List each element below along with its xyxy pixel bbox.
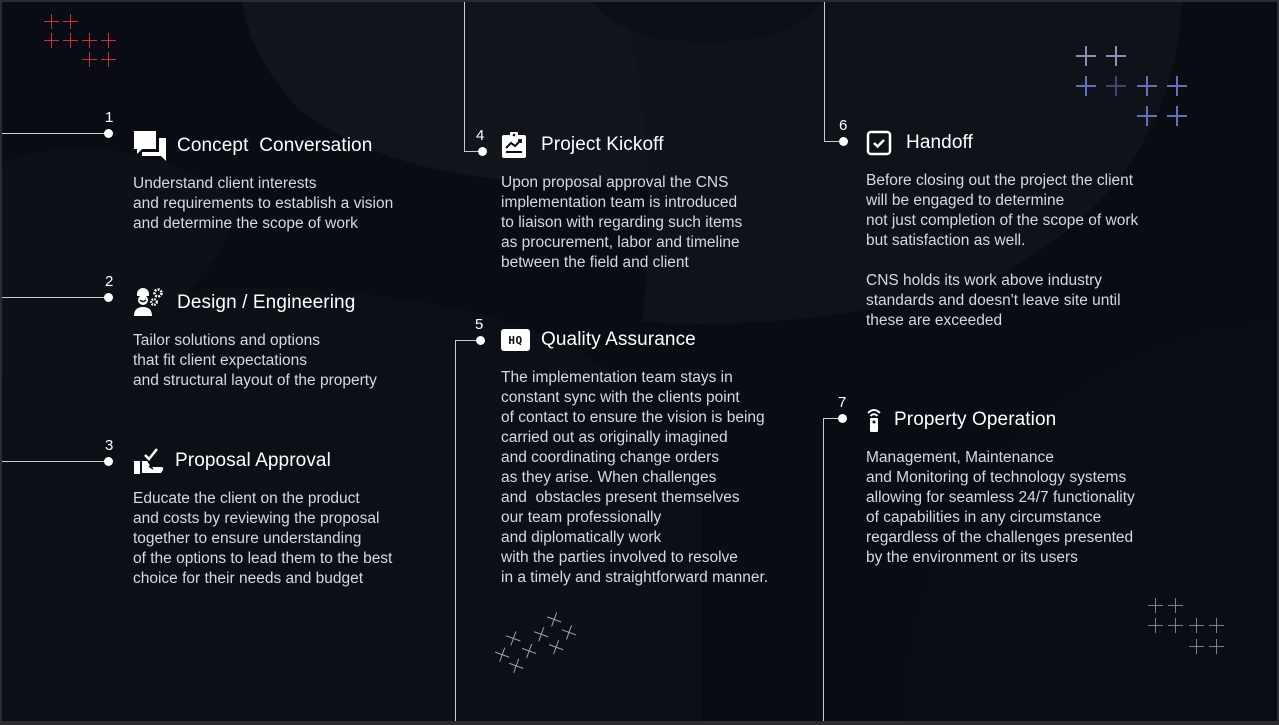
- engineer-gears-icon: [133, 287, 177, 319]
- description-line: not just completion of the scope of work: [866, 212, 1139, 229]
- timeline-dot-3: [104, 457, 113, 466]
- description-line: but satisfaction as well.: [866, 232, 1026, 249]
- step-title: Project Kickoff: [541, 134, 664, 155]
- description-line: of the options to lead them to the best: [133, 550, 393, 567]
- description-line: that fit client expectations: [133, 352, 308, 369]
- description-line: Tailor solutions and options: [133, 332, 320, 349]
- description-line: Management, Maintenance: [866, 449, 1054, 466]
- description-line: Understand client interests: [133, 175, 317, 192]
- description-line: these are exceeded: [866, 312, 1003, 329]
- connector-line-2: [2, 297, 106, 298]
- description-line: between the field and client: [501, 254, 689, 271]
- description-line: by the environment or its users: [866, 549, 1078, 566]
- timeline-dot-4: [478, 147, 487, 156]
- description-line: of contact to ensure the vision is being: [501, 409, 765, 426]
- checkbox-checked-icon: [866, 127, 906, 159]
- step-title: Handoff: [906, 132, 973, 153]
- description-line: The implementation team stays in: [501, 369, 733, 386]
- step-project-kickoff: [501, 129, 742, 273]
- connector-line-4-vertical: [464, 2, 465, 152]
- description-line: implementation team is introduced: [501, 194, 738, 211]
- connector-line-5-vertical: [455, 340, 456, 721]
- process-timeline-slide: [2, 2, 1277, 721]
- description-line: constant sync with the clients point: [501, 389, 740, 406]
- step-description: [501, 173, 742, 273]
- step-description: [866, 171, 1138, 331]
- description-line: and requirements to establish a vision: [133, 195, 394, 212]
- connector-line-5-horizontal: [455, 340, 477, 341]
- step-description: [501, 368, 768, 588]
- step-number-2: 2: [105, 273, 114, 290]
- description-line: and obstacles present themselves: [501, 489, 740, 506]
- timeline-dot-6: [839, 137, 848, 146]
- description-line: of capabilities in any circumstance: [866, 509, 1102, 526]
- description-line: regardless of the challenges presented: [866, 529, 1134, 546]
- step-description: [866, 448, 1135, 568]
- clipboard-chart-icon: [501, 129, 541, 161]
- step-title: Quality Assurance: [541, 329, 696, 350]
- description-line: Upon proposal approval the CNS: [501, 174, 729, 191]
- description-line: together to ensure understanding: [133, 530, 362, 547]
- step-description: [133, 331, 377, 391]
- step-number-3: 3: [105, 437, 114, 454]
- description-line: and costs by reviewing the proposal: [133, 510, 380, 527]
- description-line: CNS holds its work above industry: [866, 272, 1103, 289]
- description-line: as procurement, labor and timeline: [501, 234, 740, 251]
- description-line: and coordinating change orders: [501, 449, 720, 466]
- step-number-4: 4: [476, 127, 485, 144]
- connector-line-7-vertical: [823, 418, 824, 721]
- description-line: Before closing out the project the client: [866, 172, 1134, 189]
- description-line: will be engaged to determine: [866, 192, 1065, 209]
- chat-bubbles-icon: [133, 130, 177, 162]
- step-concept-conversation: [133, 130, 393, 234]
- description-line: and diplomatically work: [501, 529, 662, 546]
- timeline-dot-1: [104, 129, 113, 138]
- step-number-5: 5: [475, 316, 484, 333]
- hq-badge-text: HQ: [501, 329, 530, 351]
- hq-badge-icon: [501, 324, 541, 356]
- hand-checkmark-icon: [133, 445, 175, 477]
- step-design-engineering: [133, 287, 377, 391]
- connector-line-3: [2, 461, 106, 462]
- step-property-operation: [866, 404, 1135, 568]
- connector-line-7-horizontal: [823, 418, 839, 419]
- step-title: Design / Engineering: [177, 292, 356, 313]
- step-title: Property Operation: [894, 409, 1057, 430]
- timeline-dot-7: [838, 414, 847, 423]
- description-line: our team professionally: [501, 509, 662, 526]
- step-title: Proposal Approval: [175, 450, 331, 471]
- connector-line-6-vertical: [824, 2, 825, 142]
- step-quality-assurance: [501, 324, 768, 588]
- timeline-dot-5: [476, 336, 485, 345]
- step-number-6: 6: [839, 117, 848, 134]
- step-number-7: 7: [838, 394, 847, 411]
- step-handoff: [866, 127, 1138, 331]
- description-line: and determine the scope of work: [133, 215, 358, 232]
- description-line: Educate the client on the product: [133, 490, 360, 507]
- description-line: in a timely and straightforward manner.: [501, 569, 769, 586]
- step-number-1: 1: [105, 109, 114, 126]
- description-line: standards and doesn't leave site until: [866, 292, 1121, 309]
- description-line: carried out as originally imagined: [501, 429, 728, 446]
- description-line: choice for their needs and budget: [133, 570, 364, 587]
- connector-line-1: [2, 133, 106, 134]
- description-line: with the parties involved to resolve: [501, 549, 738, 566]
- description-line: and Monitoring of technology systems: [866, 469, 1127, 486]
- step-proposal-approval: [133, 445, 392, 589]
- step-title: Concept Conversation: [177, 135, 373, 156]
- step-description: [133, 489, 392, 589]
- description-line: allowing for seamless 24/7 functionality: [866, 489, 1135, 506]
- connector-line-6-horizontal: [824, 141, 840, 142]
- timeline-dot-2: [104, 293, 113, 302]
- description-line: as they arise. When challenges: [501, 469, 717, 486]
- description-line: and structural layout of the property: [133, 372, 377, 389]
- description-line: [866, 251, 1138, 271]
- description-line: to liaison with regarding such items: [501, 214, 743, 231]
- step-description: [133, 174, 393, 234]
- remote-signal-icon: [866, 404, 894, 436]
